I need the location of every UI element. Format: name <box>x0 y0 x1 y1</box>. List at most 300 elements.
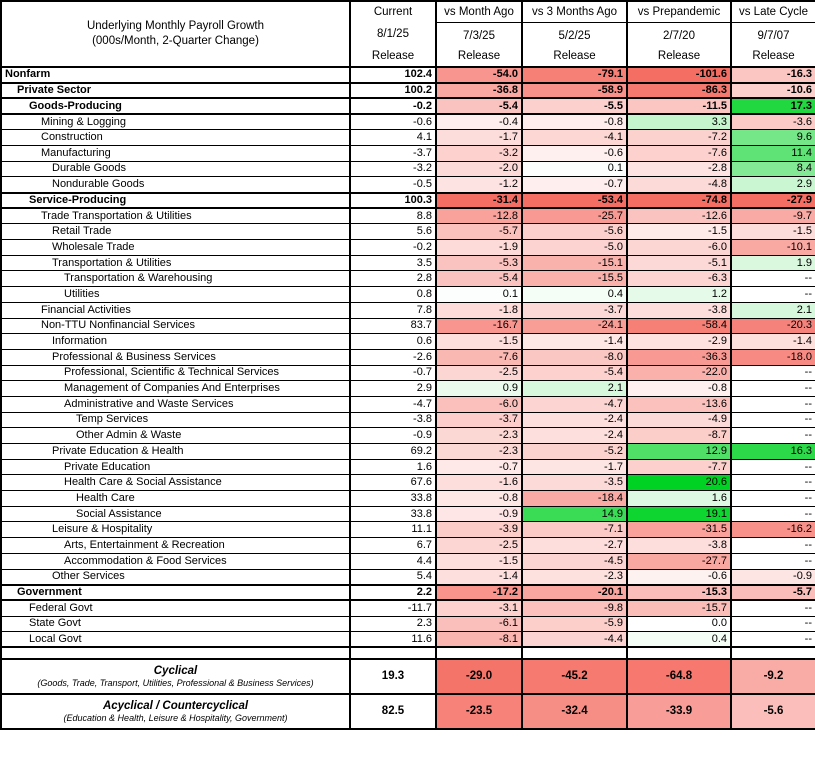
value-cell: -5.9 <box>522 616 627 632</box>
value-cell: -3.6 <box>731 114 815 130</box>
summary-value-cell: -9.2 <box>731 659 815 694</box>
table-row <box>1 600 815 616</box>
value-cell: -- <box>731 428 815 444</box>
value-cell: -5.7 <box>731 585 815 601</box>
value-cell: -4.9 <box>627 412 731 428</box>
section-row <box>1 98 815 114</box>
value-cell: -1.5 <box>436 553 522 569</box>
spacer-cell <box>350 647 436 659</box>
summary-value-cell: -29.0 <box>436 659 522 694</box>
row-label: Transportation & Utilities <box>1 255 350 271</box>
value-cell: -3.8 <box>627 538 731 554</box>
table-body <box>1 67 815 729</box>
value-cell: -6.1 <box>436 616 522 632</box>
value-cell: -11.7 <box>350 600 436 616</box>
table-row <box>1 538 815 554</box>
row-label: Administrative and Waste Services <box>1 396 350 412</box>
value-cell: 17.3 <box>731 98 815 114</box>
table-row <box>1 553 815 569</box>
summary-label <box>2 695 349 728</box>
value-cell: -0.6 <box>522 145 627 161</box>
row-label: Professional, Scientific & Technical Services <box>1 365 350 381</box>
summary-value-cell: 19.3 <box>350 659 436 694</box>
value-cell: -11.5 <box>627 98 731 114</box>
row-label: Nondurable Goods <box>1 177 350 193</box>
value-cell: 4.1 <box>350 130 436 146</box>
value-cell: 1.6 <box>350 459 436 475</box>
value-cell: 0.6 <box>350 334 436 350</box>
row-label: Private Education <box>1 459 350 475</box>
value-cell: -0.7 <box>350 365 436 381</box>
value-cell: 6.7 <box>350 538 436 554</box>
value-cell: -0.8 <box>627 381 731 397</box>
table-row <box>1 459 815 475</box>
spacer-cell <box>436 647 522 659</box>
value-cell: -- <box>731 538 815 554</box>
table-header <box>1 1 815 67</box>
row-label: Temp Services <box>1 412 350 428</box>
row-label: Manufacturing <box>1 145 350 161</box>
summary-value-cell: -23.5 <box>436 694 522 729</box>
value-cell: -- <box>731 475 815 491</box>
value-cell: 2.3 <box>350 616 436 632</box>
value-cell: -3.5 <box>522 475 627 491</box>
value-cell: 5.4 <box>350 569 436 585</box>
value-cell: -1.2 <box>436 177 522 193</box>
value-cell: -4.4 <box>522 632 627 648</box>
summary-title: Cyclical <box>153 665 198 678</box>
table-row <box>1 302 815 318</box>
value-cell: -- <box>731 616 815 632</box>
value-cell: 5.6 <box>350 224 436 240</box>
value-cell: -2.3 <box>436 444 522 460</box>
value-cell: -- <box>731 459 815 475</box>
value-cell: -1.5 <box>627 224 731 240</box>
column-header-vs-3-months-ago <box>522 1 627 67</box>
value-cell: -17.2 <box>436 585 522 601</box>
value-cell: -0.8 <box>522 114 627 130</box>
value-cell: -4.7 <box>522 396 627 412</box>
table-row <box>1 161 815 177</box>
value-cell: -- <box>731 632 815 648</box>
value-cell: -1.7 <box>436 130 522 146</box>
value-cell: -5.6 <box>522 224 627 240</box>
value-cell: -7.6 <box>436 349 522 365</box>
value-cell: 2.1 <box>522 381 627 397</box>
row-label: Local Govt <box>1 632 350 648</box>
table-row <box>1 444 815 460</box>
column-label: vs Prepandemic <box>628 5 730 23</box>
section-row <box>1 585 815 601</box>
value-cell: -10.1 <box>731 240 815 256</box>
value-cell: -0.9 <box>350 428 436 444</box>
table-title: Underlying Monthly Payroll Growth <box>86 20 265 32</box>
value-cell: -- <box>731 553 815 569</box>
value-cell: -16.2 <box>731 522 815 538</box>
value-cell: -1.8 <box>436 302 522 318</box>
table-row <box>1 522 815 538</box>
value-cell: -18.4 <box>522 491 627 507</box>
row-label: Wholesale Trade <box>1 240 350 256</box>
row-label: Health Care & Social Assistance <box>1 475 350 491</box>
column-release: Release <box>657 50 701 62</box>
table-row <box>1 349 815 365</box>
value-cell: 16.3 <box>731 444 815 460</box>
value-cell: -5.1 <box>627 255 731 271</box>
table-row <box>1 381 815 397</box>
value-cell: 1.6 <box>627 491 731 507</box>
column-release: Release <box>752 50 795 62</box>
value-cell: -5.4 <box>436 98 522 114</box>
column-label: vs Month Ago <box>437 5 521 23</box>
value-cell: -20.1 <box>522 585 627 601</box>
column-header-vs-month-ago <box>436 1 522 67</box>
value-cell: -4.5 <box>522 553 627 569</box>
row-label: Other Services <box>1 569 350 585</box>
value-cell: 7.8 <box>350 302 436 318</box>
value-cell: -31.4 <box>436 193 522 209</box>
table-row <box>1 632 815 648</box>
value-cell: 3.5 <box>350 255 436 271</box>
value-cell: -4.7 <box>350 396 436 412</box>
value-cell: -2.8 <box>627 161 731 177</box>
value-cell: -3.8 <box>627 302 731 318</box>
row-label: Non-TTU Nonfinancial Services <box>1 318 350 334</box>
value-cell: -1.4 <box>436 569 522 585</box>
value-cell: 67.6 <box>350 475 436 491</box>
value-cell: -- <box>731 412 815 428</box>
value-cell: -9.7 <box>731 208 815 224</box>
summary-value-cell: -64.8 <box>627 659 731 694</box>
value-cell: -0.8 <box>436 491 522 507</box>
summary-row <box>1 694 815 729</box>
value-cell: -3.2 <box>436 145 522 161</box>
row-label: Management of Companies And Enterprises <box>1 381 350 397</box>
summary-value-cell: 82.5 <box>350 694 436 729</box>
value-cell: -16.7 <box>436 318 522 334</box>
row-label: Health Care <box>1 491 350 507</box>
row-label: Social Assistance <box>1 506 350 522</box>
value-cell: -6.0 <box>436 396 522 412</box>
value-cell: -58.9 <box>522 83 627 99</box>
value-cell: -5.3 <box>436 255 522 271</box>
value-cell: -1.6 <box>436 475 522 491</box>
column-date: 2/7/20 <box>663 30 695 42</box>
value-cell: 19.1 <box>627 506 731 522</box>
value-cell: -1.4 <box>731 334 815 350</box>
value-cell: -- <box>731 365 815 381</box>
column-header-vs-prepandemic <box>627 1 731 67</box>
value-cell: 69.2 <box>350 444 436 460</box>
value-cell: 0.8 <box>350 287 436 303</box>
value-cell: 83.7 <box>350 318 436 334</box>
value-cell: -6.0 <box>627 240 731 256</box>
value-cell: -2.4 <box>522 412 627 428</box>
row-label: State Govt <box>1 616 350 632</box>
table-row <box>1 396 815 412</box>
value-cell: -18.0 <box>731 349 815 365</box>
value-cell: 0.9 <box>436 381 522 397</box>
value-cell: 20.6 <box>627 475 731 491</box>
value-cell: -13.6 <box>627 396 731 412</box>
value-cell: -12.6 <box>627 208 731 224</box>
value-cell: -22.0 <box>627 365 731 381</box>
table-row <box>1 208 815 224</box>
value-cell: 2.2 <box>350 585 436 601</box>
value-cell: -- <box>731 600 815 616</box>
value-cell: -7.7 <box>627 459 731 475</box>
table-row <box>1 365 815 381</box>
value-cell: -5.0 <box>522 240 627 256</box>
column-header-vs-late-cycle <box>731 1 815 67</box>
table-row <box>1 506 815 522</box>
row-label: Professional & Business Services <box>1 349 350 365</box>
value-cell: -1.4 <box>522 334 627 350</box>
value-cell: -0.2 <box>350 98 436 114</box>
value-cell: -86.3 <box>627 83 731 99</box>
value-cell: 100.2 <box>350 83 436 99</box>
value-cell: -2.5 <box>436 365 522 381</box>
value-cell: -1.5 <box>731 224 815 240</box>
value-cell: 11.1 <box>350 522 436 538</box>
summary-label <box>2 660 349 693</box>
column-date: 8/1/25 <box>377 28 409 40</box>
value-cell: -2.3 <box>522 569 627 585</box>
value-cell: -3.7 <box>436 412 522 428</box>
row-label: Arts, Entertainment & Recreation <box>1 538 350 554</box>
value-cell: -27.9 <box>731 193 815 209</box>
value-cell: -3.7 <box>522 302 627 318</box>
header-row <box>1 1 815 67</box>
value-cell: -16.3 <box>731 67 815 83</box>
value-cell: 33.8 <box>350 506 436 522</box>
row-label: Mining & Logging <box>1 114 350 130</box>
summary-label-cell <box>1 694 350 729</box>
table-row <box>1 114 815 130</box>
value-cell: -2.3 <box>436 428 522 444</box>
value-cell: -36.8 <box>436 83 522 99</box>
value-cell: -0.9 <box>731 569 815 585</box>
value-cell: 0.4 <box>627 632 731 648</box>
value-cell: -0.5 <box>350 177 436 193</box>
table-row <box>1 334 815 350</box>
row-label: Construction <box>1 130 350 146</box>
value-cell: -0.2 <box>350 240 436 256</box>
value-cell: -15.7 <box>627 600 731 616</box>
column-release: Release <box>553 50 596 62</box>
section-row <box>1 193 815 209</box>
row-label: Private Education & Health <box>1 444 350 460</box>
value-cell: -0.4 <box>436 114 522 130</box>
summary-title: Acyclical / Countercyclical <box>102 700 249 713</box>
value-cell: 0.1 <box>436 287 522 303</box>
value-cell: -2.4 <box>522 428 627 444</box>
table-row <box>1 475 815 491</box>
value-cell: 0.0 <box>627 616 731 632</box>
table-subtitle: (000s/Month, 2-Quarter Change) <box>92 35 259 47</box>
section-row <box>1 83 815 99</box>
value-cell: -5.4 <box>436 271 522 287</box>
value-cell: -- <box>731 396 815 412</box>
row-label: Service-Producing <box>1 193 350 209</box>
value-cell: -1.7 <box>522 459 627 475</box>
table-row <box>1 177 815 193</box>
summary-label-cell <box>1 659 350 694</box>
value-cell: -0.7 <box>522 177 627 193</box>
section-row <box>1 67 815 83</box>
value-cell: -2.5 <box>436 538 522 554</box>
value-cell: 11.4 <box>731 145 815 161</box>
value-cell: -101.6 <box>627 67 731 83</box>
value-cell: -0.6 <box>627 569 731 585</box>
column-label: vs Late Cycle <box>732 5 815 23</box>
value-cell: -5.4 <box>522 365 627 381</box>
row-label: Nonfarm <box>1 67 350 83</box>
value-cell: -31.5 <box>627 522 731 538</box>
value-cell: -27.7 <box>627 553 731 569</box>
value-cell: -3.7 <box>350 145 436 161</box>
table-row <box>1 569 815 585</box>
row-label: Private Sector <box>1 83 350 99</box>
value-cell: -2.6 <box>350 349 436 365</box>
value-cell: -10.6 <box>731 83 815 99</box>
summary-value-cell: -45.2 <box>522 659 627 694</box>
value-cell: 1.9 <box>731 255 815 271</box>
row-label: Federal Govt <box>1 600 350 616</box>
row-label: Goods-Producing <box>1 98 350 114</box>
row-label: Trade Transportation & Utilities <box>1 208 350 224</box>
value-cell: -9.8 <box>522 600 627 616</box>
value-cell: -5.2 <box>522 444 627 460</box>
value-cell: -8.7 <box>627 428 731 444</box>
value-cell: -0.7 <box>436 459 522 475</box>
column-release: Release <box>457 50 501 62</box>
value-cell: -0.6 <box>350 114 436 130</box>
column-date: 7/3/25 <box>463 30 495 42</box>
value-cell: 3.3 <box>627 114 731 130</box>
value-cell: -12.8 <box>436 208 522 224</box>
table-row <box>1 287 815 303</box>
table-row <box>1 130 815 146</box>
table-title-cell <box>1 1 350 67</box>
value-cell: -20.3 <box>731 318 815 334</box>
row-label: Accommodation & Food Services <box>1 553 350 569</box>
spacer-cell <box>731 647 815 659</box>
row-label: Durable Goods <box>1 161 350 177</box>
value-cell: 2.1 <box>731 302 815 318</box>
value-cell: -4.1 <box>522 130 627 146</box>
value-cell: -79.1 <box>522 67 627 83</box>
value-cell: -74.8 <box>627 193 731 209</box>
column-date: 5/2/25 <box>558 30 591 42</box>
row-label: Transportation & Warehousing <box>1 271 350 287</box>
table-row <box>1 412 815 428</box>
value-cell: 0.1 <box>522 161 627 177</box>
value-cell: -5.5 <box>522 98 627 114</box>
value-cell: 9.6 <box>731 130 815 146</box>
spacer-cell <box>1 647 350 659</box>
value-cell: -3.1 <box>436 600 522 616</box>
value-cell: 33.8 <box>350 491 436 507</box>
value-cell: -54.0 <box>436 67 522 83</box>
table-row <box>1 616 815 632</box>
value-cell: -53.4 <box>522 193 627 209</box>
summary-subtitle: (Education & Health, Leisure & Hospitality, Government) <box>63 713 288 724</box>
value-cell: 14.9 <box>522 506 627 522</box>
value-cell: -- <box>731 381 815 397</box>
value-cell: -4.8 <box>627 177 731 193</box>
value-cell: -7.6 <box>627 145 731 161</box>
table-row <box>1 428 815 444</box>
value-cell: 2.9 <box>350 381 436 397</box>
value-cell: -36.3 <box>627 349 731 365</box>
row-label: Government <box>1 585 350 601</box>
table-row <box>1 318 815 334</box>
value-cell: 4.4 <box>350 553 436 569</box>
column-label: vs 3 Months Ago <box>523 5 626 23</box>
value-cell: -- <box>731 491 815 507</box>
value-cell: -15.5 <box>522 271 627 287</box>
value-cell: -25.7 <box>522 208 627 224</box>
value-cell: 12.9 <box>627 444 731 460</box>
table-row <box>1 240 815 256</box>
row-label: Utilities <box>1 287 350 303</box>
table-row <box>1 255 815 271</box>
value-cell: -7.1 <box>522 522 627 538</box>
value-cell: -3.2 <box>350 161 436 177</box>
value-cell: -58.4 <box>627 318 731 334</box>
value-cell: 2.8 <box>350 271 436 287</box>
column-date: 9/7/07 <box>757 30 790 42</box>
value-cell: -8.1 <box>436 632 522 648</box>
summary-value-cell: -5.6 <box>731 694 815 729</box>
table-row <box>1 224 815 240</box>
value-cell: -3.9 <box>436 522 522 538</box>
summary-value-cell: -32.4 <box>522 694 627 729</box>
summary-value-cell: -33.9 <box>627 694 731 729</box>
value-cell: -2.9 <box>627 334 731 350</box>
row-label: Retail Trade <box>1 224 350 240</box>
value-cell: 8.8 <box>350 208 436 224</box>
value-cell: -1.5 <box>436 334 522 350</box>
summary-row <box>1 659 815 694</box>
row-label: Information <box>1 334 350 350</box>
column-label: Current <box>373 6 413 18</box>
value-cell: 8.4 <box>731 161 815 177</box>
value-cell: 0.4 <box>522 287 627 303</box>
value-cell: -5.7 <box>436 224 522 240</box>
value-cell: -1.9 <box>436 240 522 256</box>
value-cell: -- <box>731 271 815 287</box>
value-cell: -3.8 <box>350 412 436 428</box>
value-cell: -7.2 <box>627 130 731 146</box>
column-header-current <box>350 1 436 67</box>
table-row <box>1 145 815 161</box>
table-row <box>1 271 815 287</box>
spacer-cell <box>522 647 627 659</box>
value-cell: -15.3 <box>627 585 731 601</box>
value-cell: -6.3 <box>627 271 731 287</box>
value-cell: -0.9 <box>436 506 522 522</box>
value-cell: -- <box>731 506 815 522</box>
value-cell: 2.9 <box>731 177 815 193</box>
summary-subtitle: (Goods, Trade, Transport, Utilities, Professional & Business Services) <box>37 678 314 689</box>
row-label: Leisure & Hospitality <box>1 522 350 538</box>
row-label: Other Admin & Waste <box>1 428 350 444</box>
table-row <box>1 491 815 507</box>
value-cell: 102.4 <box>350 67 436 83</box>
value-cell: -2.0 <box>436 161 522 177</box>
